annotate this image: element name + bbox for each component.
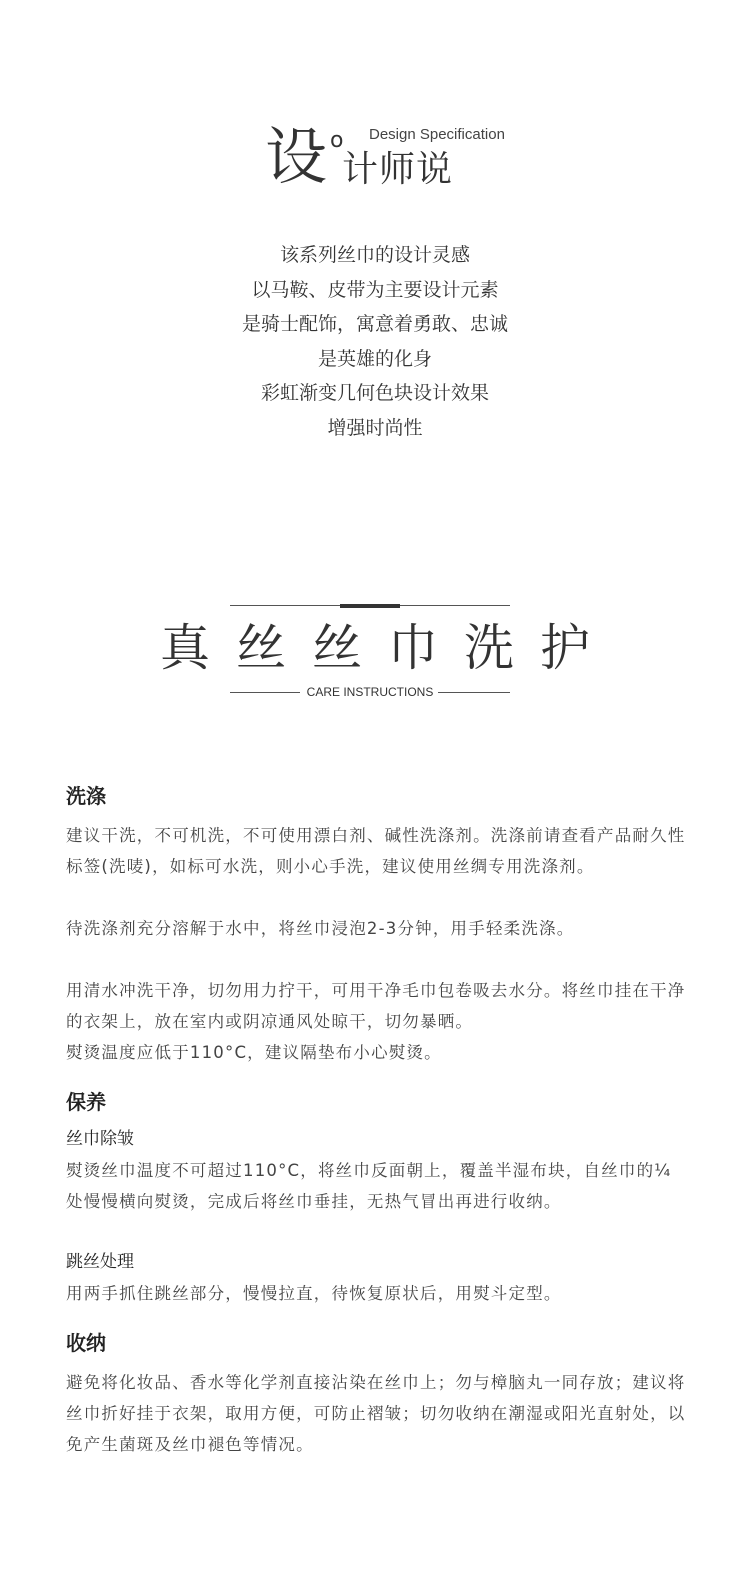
care-paragraph-1: 熨烫丝巾温度不可超过110°C，将丝巾反面朝上，覆盖半湿布块，自丝巾的¼处慢慢横向熨烫，完成后将丝巾垂挂，无热气冒出再进行收纳。 xyxy=(66,1161,672,1211)
wash-paragraph-4: 熨烫温度应低于110°C，建议隔垫布小心熨烫。 xyxy=(66,1043,442,1062)
intro-line: 该系列丝巾的设计灵感 xyxy=(279,244,470,266)
intro-line: 是骑士配饰，寓意着勇敢、忠诚 xyxy=(241,313,508,336)
care-subtitle-snag: 跳丝处理 xyxy=(66,1252,134,1272)
designer-says-heading xyxy=(0,120,750,210)
intro-line: 彩虹渐变几何色块设计效果 xyxy=(260,382,489,405)
intro-text xyxy=(0,238,750,446)
section-title-care: 保养 xyxy=(66,1090,106,1114)
care-subtitle-row xyxy=(230,684,510,700)
intro-line: 以马鞍、皮带为主要设计元素 xyxy=(251,278,499,301)
divider-accent xyxy=(340,604,400,608)
wash-paragraph-1: 建议干洗，不可机洗，不可使用漂白剂、碱性洗涤剂。洗涤前请查看产品耐久性标签(洗唛)，如标可水洗，则小心手洗，建议使用丝绸专用洗涤剂。 xyxy=(66,826,686,876)
intro-line: 是英雄的化身 xyxy=(317,347,432,370)
wash-paragraph-3: 用清水冲洗干净，切勿用力拧干，可用干净毛巾包卷吸去水分。将丝巾挂在干净的衣架上，放在室内或阴凉通风处晾干，切勿暴晒。 xyxy=(66,981,686,1031)
section-title-storage: 收纳 xyxy=(66,1331,106,1355)
wash-paragraph-2: 待洗涤剂充分溶解于水中，将丝巾浸泡2-3分钟，用手轻柔洗涤。 xyxy=(66,919,575,938)
care-content xyxy=(66,780,686,1460)
section-title-wash: 洗涤 xyxy=(66,784,106,808)
heading-big-char: 设 xyxy=(265,120,328,193)
degree-mark: o xyxy=(330,128,344,153)
care-title: 真丝丝巾洗护 xyxy=(160,619,616,677)
divider xyxy=(438,692,510,693)
storage-paragraph: 避免将化妆品、香水等化学剂直接沾染在丝巾上；勿与樟脑丸一同存放；建议将丝巾折好挂于衣架，取用方便，可防止褶皱；切勿收纳在潮湿或阳光直射处，以免产生菌斑及丝巾褪色等情况。 xyxy=(66,1373,686,1454)
care-header xyxy=(0,604,750,704)
heading-english: Design Specification xyxy=(369,126,505,143)
heading-rest: 计师说 xyxy=(342,149,454,190)
care-subtitle: CARE INSTRUCTIONS xyxy=(306,685,434,699)
intro-line: 增强时尚性 xyxy=(327,416,423,439)
care-subtitle-wrinkle: 丝巾除皱 xyxy=(66,1129,134,1149)
care-paragraph-2: 用两手抓住跳丝部分，慢慢拉直，待恢复原状后，用熨斗定型。 xyxy=(66,1284,562,1303)
